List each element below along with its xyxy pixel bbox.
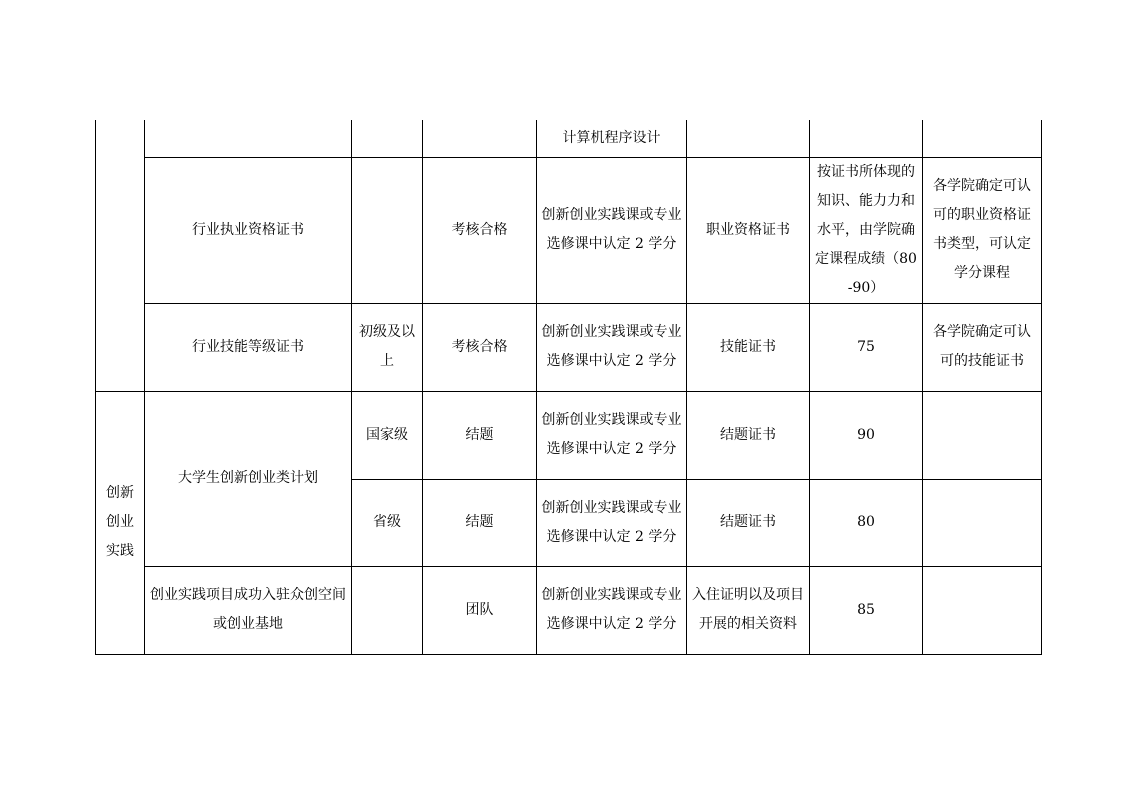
note-cell: 各学院确定可认可的职业资格证书类型，可认定学分课程 xyxy=(923,157,1042,303)
level-cell xyxy=(352,157,423,303)
material-cell: 职业资格证书 xyxy=(687,157,810,303)
category-cell: 创新创业实践 xyxy=(96,391,145,654)
level-cell: 国家级 xyxy=(352,391,423,479)
course-cell: 创新创业实践课或专业选修课中认定 2 学分 xyxy=(537,303,687,391)
table-row xyxy=(96,391,1042,479)
material-cell: 结题证书 xyxy=(687,391,810,479)
requirement-cell: 考核合格 xyxy=(423,157,537,303)
note-cell xyxy=(923,391,1042,479)
level-cell xyxy=(352,120,423,157)
category-cell-continued xyxy=(96,120,145,391)
note-cell xyxy=(923,566,1042,654)
level-cell: 省级 xyxy=(352,479,423,566)
score-cell: 90 xyxy=(810,391,923,479)
requirement-cell xyxy=(423,120,537,157)
course-cell: 创新创业实践课或专业选修课中认定 2 学分 xyxy=(537,566,687,654)
material-cell: 结题证书 xyxy=(687,479,810,566)
score-cell xyxy=(810,120,923,157)
course-cell: 创新创业实践课或专业选修课中认定 2 学分 xyxy=(537,157,687,303)
item-cell: 大学生创新创业类计划 xyxy=(145,391,352,566)
requirement-cell: 结题 xyxy=(423,391,537,479)
score-cell: 80 xyxy=(810,479,923,566)
table-row xyxy=(96,566,1042,654)
table-row xyxy=(96,120,1042,157)
item-cell: 行业执业资格证书 xyxy=(145,157,352,303)
level-cell: 初级及以上 xyxy=(352,303,423,391)
score-cell: 75 xyxy=(810,303,923,391)
note-cell: 各学院确定可认可的技能证书 xyxy=(923,303,1042,391)
item-cell xyxy=(145,120,352,157)
item-cell: 创业实践项目成功入驻众创空间或创业基地 xyxy=(145,566,352,654)
table-row xyxy=(96,157,1042,303)
level-cell xyxy=(352,566,423,654)
table-row xyxy=(96,303,1042,391)
requirement-cell: 考核合格 xyxy=(423,303,537,391)
material-cell: 入住证明以及项目开展的相关资料 xyxy=(687,566,810,654)
note-cell xyxy=(923,120,1042,157)
material-cell: 技能证书 xyxy=(687,303,810,391)
requirement-cell: 团队 xyxy=(423,566,537,654)
course-cell: 计算机程序设计 xyxy=(537,120,687,157)
note-cell xyxy=(923,479,1042,566)
item-cell: 行业技能等级证书 xyxy=(145,303,352,391)
requirement-cell: 结题 xyxy=(423,479,537,566)
score-cell: 85 xyxy=(810,566,923,654)
course-cell: 创新创业实践课或专业选修课中认定 2 学分 xyxy=(537,391,687,479)
score-cell: 按证书所体现的知识、能力力和水平，由学院确定课程成绩（80-90） xyxy=(810,157,923,303)
credit-recognition-table xyxy=(95,120,1042,655)
course-cell: 创新创业实践课或专业选修课中认定 2 学分 xyxy=(537,479,687,566)
material-cell xyxy=(687,120,810,157)
